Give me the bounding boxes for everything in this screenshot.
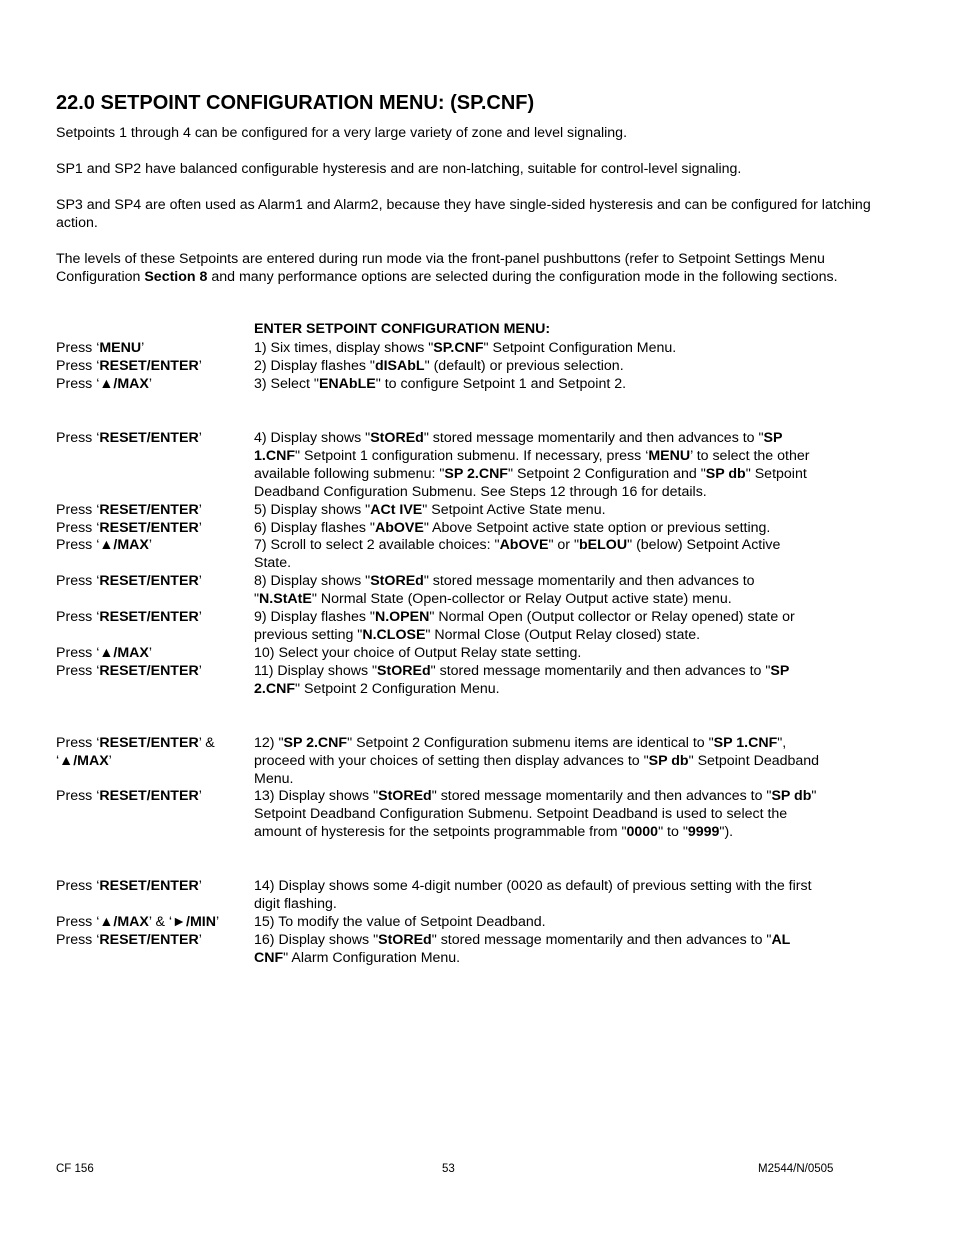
press-instruction: Press ‘RESET/ENTER’ & ‘▲/MAX’	[56, 735, 215, 769]
press-instruction: Press ‘MENU’	[56, 340, 145, 356]
press-instruction: Press ‘▲/MAX’	[56, 376, 153, 392]
step-14: 14) Display shows some 4-digit number (0020 as default) of previous setting with the first digit flashing.	[254, 878, 812, 912]
step-12: 12) "SP 2.CNF" Setpoint 2 Configuration submenu items are identical to "SP 1.CNF", proceed with your choices of setting then display advances to "SP db" Setpoint Deadband Menu.	[254, 735, 820, 787]
step-9: 9) Display flashes "N.OPEN" Normal Open (Output collector or Relay opened) state or previous setting "N.CLOSE" Normal Close (Output Relay closed) state.	[254, 609, 795, 643]
sp1-sp2-paragraph: SP1 and SP2 have balanced configurable hysteresis and are non-latching, suitable for control-level signaling.	[56, 161, 742, 177]
footer-page-number: 53	[442, 1163, 455, 1175]
step-11: 11) Display shows "StOREd" stored message momentarily and then advances to "SP 2.CNF" Setpoint 2 Configuration Menu.	[254, 663, 790, 697]
step-2: 2) Display flashes "dISAbL" (default) or previous selection.	[254, 358, 624, 374]
press-instruction: Press ‘RESET/ENTER’	[56, 358, 202, 374]
press-instruction: Press ‘RESET/ENTER’	[56, 573, 202, 589]
step-3: 3) Select "ENAbLE" to configure Setpoint 1 and Setpoint 2.	[254, 376, 627, 392]
levels-paragraph: The levels of these Setpoints are entered during run mode via the front-panel pushbuttons (refer to Setpoint Settings Menu Configuration Section 8 and many performance options are selected during the configuration mode in the following sections.	[56, 251, 838, 285]
step-5: 5) Display shows "ACt IVE" Setpoint Active State menu.	[254, 502, 606, 518]
press-instruction: Press ‘RESET/ENTER’	[56, 430, 202, 446]
press-instruction: Press ‘▲/MAX’	[56, 537, 153, 553]
footer-doc-code: CF 156	[56, 1163, 94, 1175]
press-instruction: Press ‘▲/MAX’ & ‘►/MIN’	[56, 914, 220, 930]
press-instruction: Press ‘RESET/ENTER’	[56, 520, 202, 536]
press-instruction: Press ‘RESET/ENTER’	[56, 932, 202, 948]
sp3-sp4-paragraph: SP3 and SP4 are often used as Alarm1 and Alarm2, because they have single-sided hysteresis and can be configured for latching action.	[56, 197, 871, 231]
footer-revision: M2544/N/0505	[758, 1163, 834, 1175]
intro-paragraph: Setpoints 1 through 4 can be configured for a very large variety of zone and level signaling.	[56, 125, 628, 141]
press-instruction: Press ‘RESET/ENTER’	[56, 502, 202, 518]
step-1: 1) Six times, display shows "SP.CNF" Setpoint Configuration Menu.	[254, 340, 677, 356]
press-instruction: Press ‘RESET/ENTER’	[56, 663, 202, 679]
press-instruction: Press ‘RESET/ENTER’	[56, 788, 202, 804]
step-7: 7) Scroll to select 2 available choices: "AbOVE" or "bELOU" (below) Setpoint Active State.	[254, 537, 781, 571]
press-instruction: Press ‘▲/MAX’	[56, 645, 153, 661]
step-8: 8) Display shows "StOREd" stored message momentarily and then advances to "N.StAtE" Normal State (Open-collector or Relay Output active state) menu.	[254, 573, 755, 607]
step-10: 10) Select your choice of Output Relay state setting.	[254, 645, 582, 661]
press-instruction: Press ‘RESET/ENTER’	[56, 609, 202, 625]
section-title: 22.0 SETPOINT CONFIGURATION MENU: (SP.CNF)	[56, 92, 535, 114]
step-13: 13) Display shows "StOREd" stored message momentarily and then advances to "SP db" Setpoint Deadband Configuration Submenu. Setpoint Deadband is used to select the amount of hysteresis for the setpoints programmable from "0000" to "9999").	[254, 788, 817, 840]
step-16: 16) Display shows "StOREd" stored message momentarily and then advances to "AL CNF" Alarm Configuration Menu.	[254, 932, 791, 966]
step-15: 15) To modify the value of Setpoint Deadband.	[254, 914, 546, 930]
steps-heading: ENTER SETPOINT CONFIGURATION MENU:	[254, 321, 551, 337]
step-4: 4) Display shows "StOREd" stored message momentarily and then advances to "SP 1.CNF" Setpoint 1 configuration submenu. If necessary, press ‘MENU’ to select the other available following submenu: "SP 2.CNF" Setpoint 2 Configuration and "SP db" Setpoint Deadband Configuration Submenu. See Steps 12 through 16 for details.	[254, 430, 810, 500]
press-instruction: Press ‘RESET/ENTER’	[56, 878, 202, 894]
step-6: 6) Display flashes "AbOVE" Above Setpoint active state option or previous setting.	[254, 520, 771, 536]
